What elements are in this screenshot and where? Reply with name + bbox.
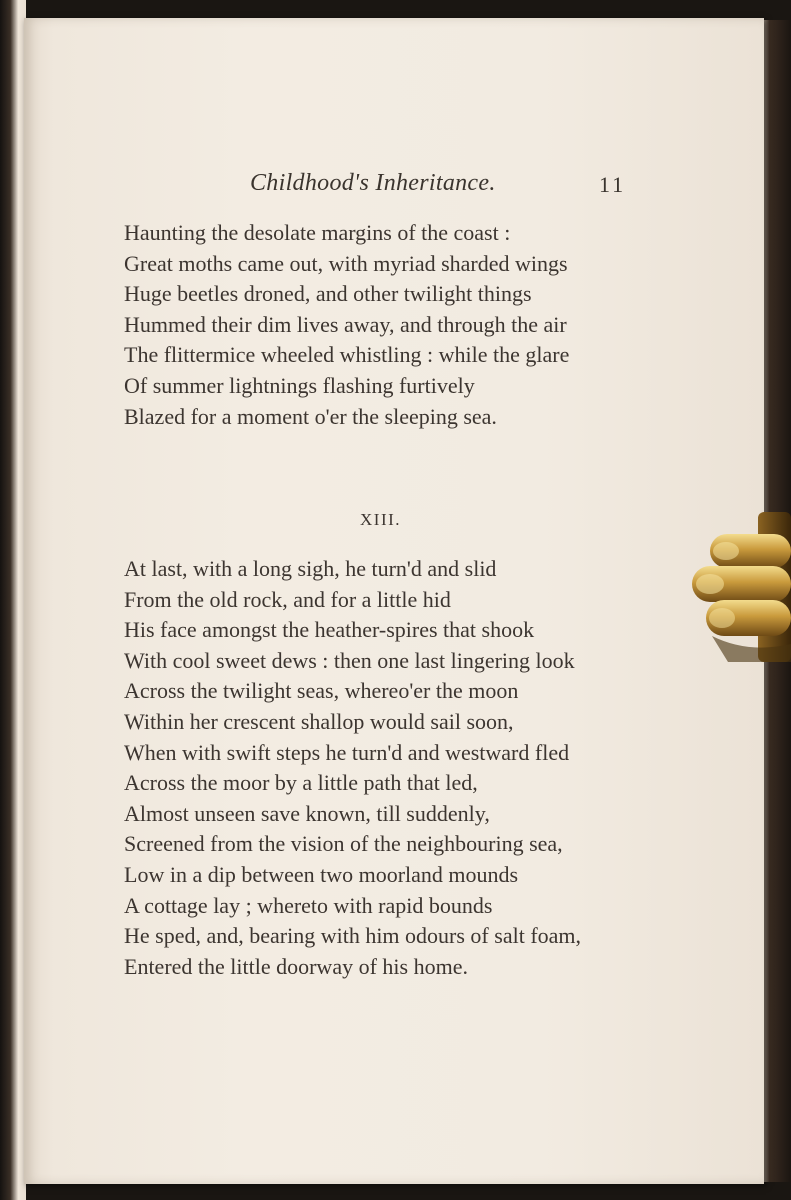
verse-line: His face amongst the heather-spires that shook	[124, 617, 535, 643]
verse-line: Across the moor by a little path that led,	[124, 770, 478, 796]
verse-line: Screened from the vision of the neighbouring sea,	[124, 831, 563, 857]
stanza-xiii	[124, 554, 581, 982]
section-numeral: XIII.	[360, 510, 402, 529]
verse-line: Hummed their dim lives away, and through the air	[124, 311, 567, 337]
verse-line: Within her crescent shallop would sail soon,	[124, 708, 514, 734]
verse-line: When with swift steps he turn'd and westward fled	[124, 739, 570, 765]
adjacent-page-edge	[0, 0, 26, 1200]
stanza-xii-end	[124, 218, 569, 432]
verse-line: The flittermice wheeled whistling : while the glare	[124, 342, 570, 368]
verse-line: Haunting the desolate margins of the coast :	[124, 220, 511, 245]
verse-line: Entered the little doorway of his home.	[124, 953, 468, 979]
verse-line: Blazed for a moment o'er the sleeping sea.	[124, 403, 497, 429]
verse-line: Across the twilight seas, whereo'er the moon	[124, 678, 519, 704]
verse-line: Huge beetles droned, and other twilight things	[124, 281, 532, 307]
verse-line: With cool sweet dews : then one last lingering look	[124, 647, 575, 673]
verse-line: Great moths came out, with myriad sharded wings	[124, 250, 568, 276]
verse-line: Of summer lightnings flashing furtively	[124, 372, 475, 398]
running-title: Childhood's Inheritance.	[250, 170, 496, 196]
verse-line: At last, with a long sigh, he turn'd and slid	[124, 556, 497, 581]
page-number: 11	[599, 172, 627, 197]
verse-line: He sped, and, bearing with him odours of salt foam,	[124, 923, 582, 949]
brass-hand-page-clip-icon	[688, 512, 791, 662]
verse-line: Almost unseen save known, till suddenly,	[124, 800, 490, 826]
verse-line: Low in a dip between two moorland mounds	[124, 861, 519, 887]
verse-line: From the old rock, and for a little hid	[124, 586, 451, 612]
verse-line: A cottage lay ; whereto with rapid bounds	[124, 892, 493, 918]
